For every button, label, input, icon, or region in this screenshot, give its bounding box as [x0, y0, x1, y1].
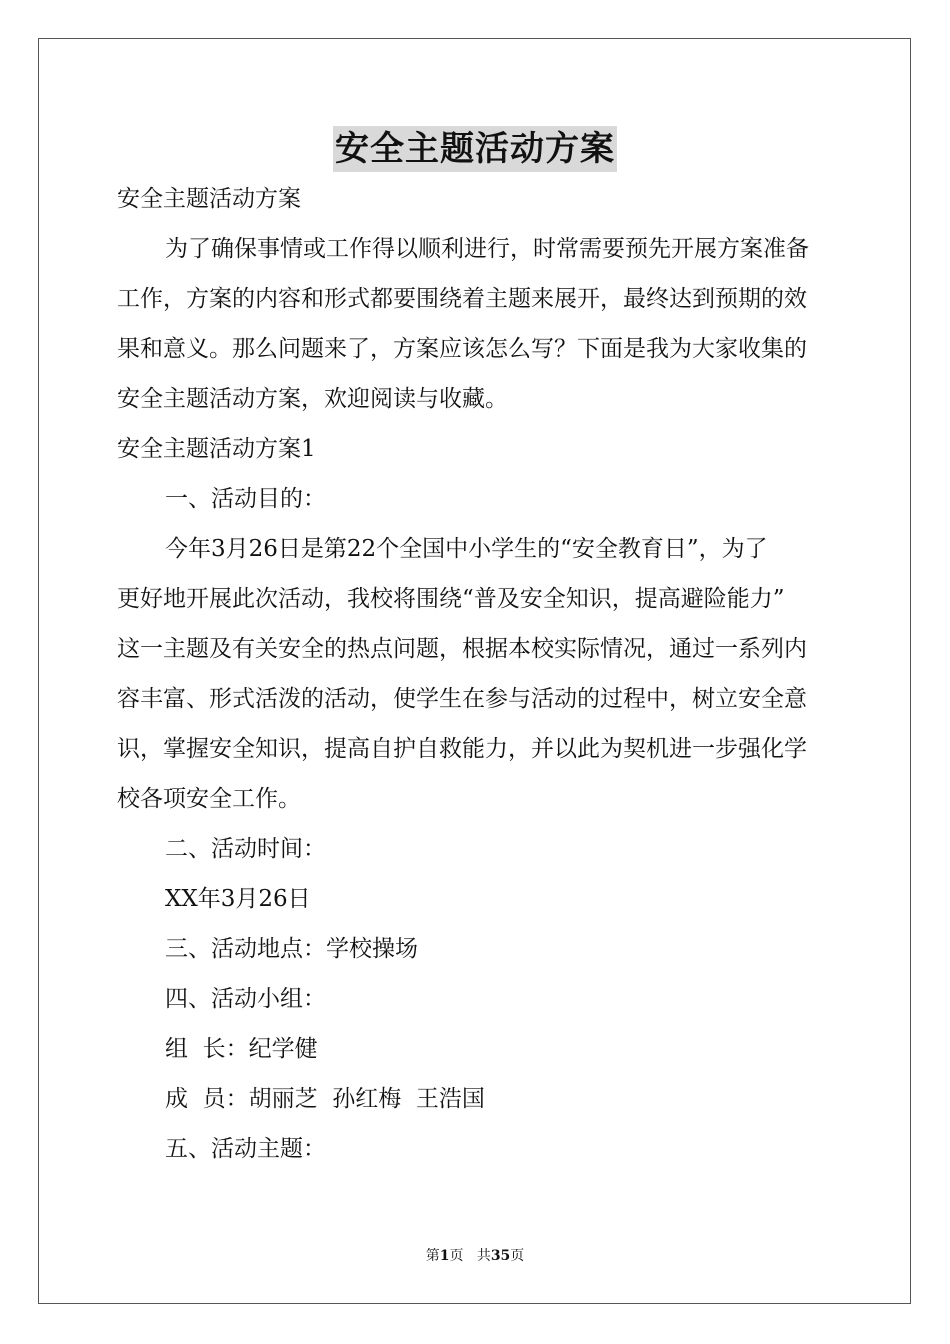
doc-line-intro-4: 安全主题活动方案，欢迎阅读与收藏。	[117, 386, 508, 412]
doc-line-section-heading: 安全主题活动方案1	[117, 436, 316, 462]
doc-line-purpose-6: 校各项安全工作。	[117, 786, 301, 812]
footer-page-total: 35	[490, 1248, 511, 1264]
doc-line-purpose-5: 识，掌握安全知识，提高自护自救能力，并以此为契机进一步强化学	[117, 736, 807, 762]
doc-line-intro-2: 工作，方案的内容和形式都要围绕着主题来展开，最终达到预期的效	[117, 286, 807, 312]
doc-line-theme-heading: 五、活动主题：	[165, 1136, 326, 1162]
doc-line-subtitle: 安全主题活动方案	[117, 186, 301, 212]
doc-line-intro-1: 为了确保事情或工作得以顺利进行，时常需要预先开展方案准备	[165, 236, 809, 262]
doc-line-location: 三、活动地点：学校操场	[165, 936, 418, 962]
doc-line-purpose-3: 这一主题及有关安全的热点问题，根据本校实际情况，通过一系列内	[117, 636, 807, 662]
page-frame	[38, 38, 911, 1304]
doc-line-time-heading: 二、活动时间：	[165, 836, 326, 862]
doc-line-purpose-heading: 一、活动目的：	[165, 486, 326, 512]
doc-line-group-leader: 组 长：纪学健	[165, 1036, 318, 1062]
doc-line-purpose-1: 今年3月26日是第22个全国中小学生的“安全教育日”，为了	[165, 536, 768, 562]
footer-total-suffix: 页	[510, 1248, 525, 1264]
footer-page-prefix: 第	[425, 1248, 440, 1264]
footer-page-suffix: 页	[449, 1248, 464, 1264]
footer-total-prefix: 共	[476, 1248, 491, 1264]
doc-line-purpose-2: 更好地开展此次活动，我校将围绕“普及安全知识，提高避险能力”	[117, 586, 785, 612]
document-title: 安全主题活动方案	[333, 126, 617, 172]
doc-line-intro-3: 果和意义。那么问题来了，方案应该怎么写？下面是我为大家收集的	[117, 336, 807, 362]
doc-line-purpose-4: 容丰富、形式活泼的活动，使学生在参与活动的过程中，树立安全意	[117, 686, 807, 712]
footer-page-current: 1	[439, 1248, 450, 1264]
doc-line-group-members: 成 员：胡丽芝 孙红梅 王浩国	[165, 1086, 485, 1112]
page-footer	[0, 1246, 950, 1266]
title-wrapper	[0, 126, 950, 172]
doc-line-group-heading: 四、活动小组：	[165, 986, 326, 1012]
doc-line-time-value: XX年3月26日	[165, 886, 311, 912]
